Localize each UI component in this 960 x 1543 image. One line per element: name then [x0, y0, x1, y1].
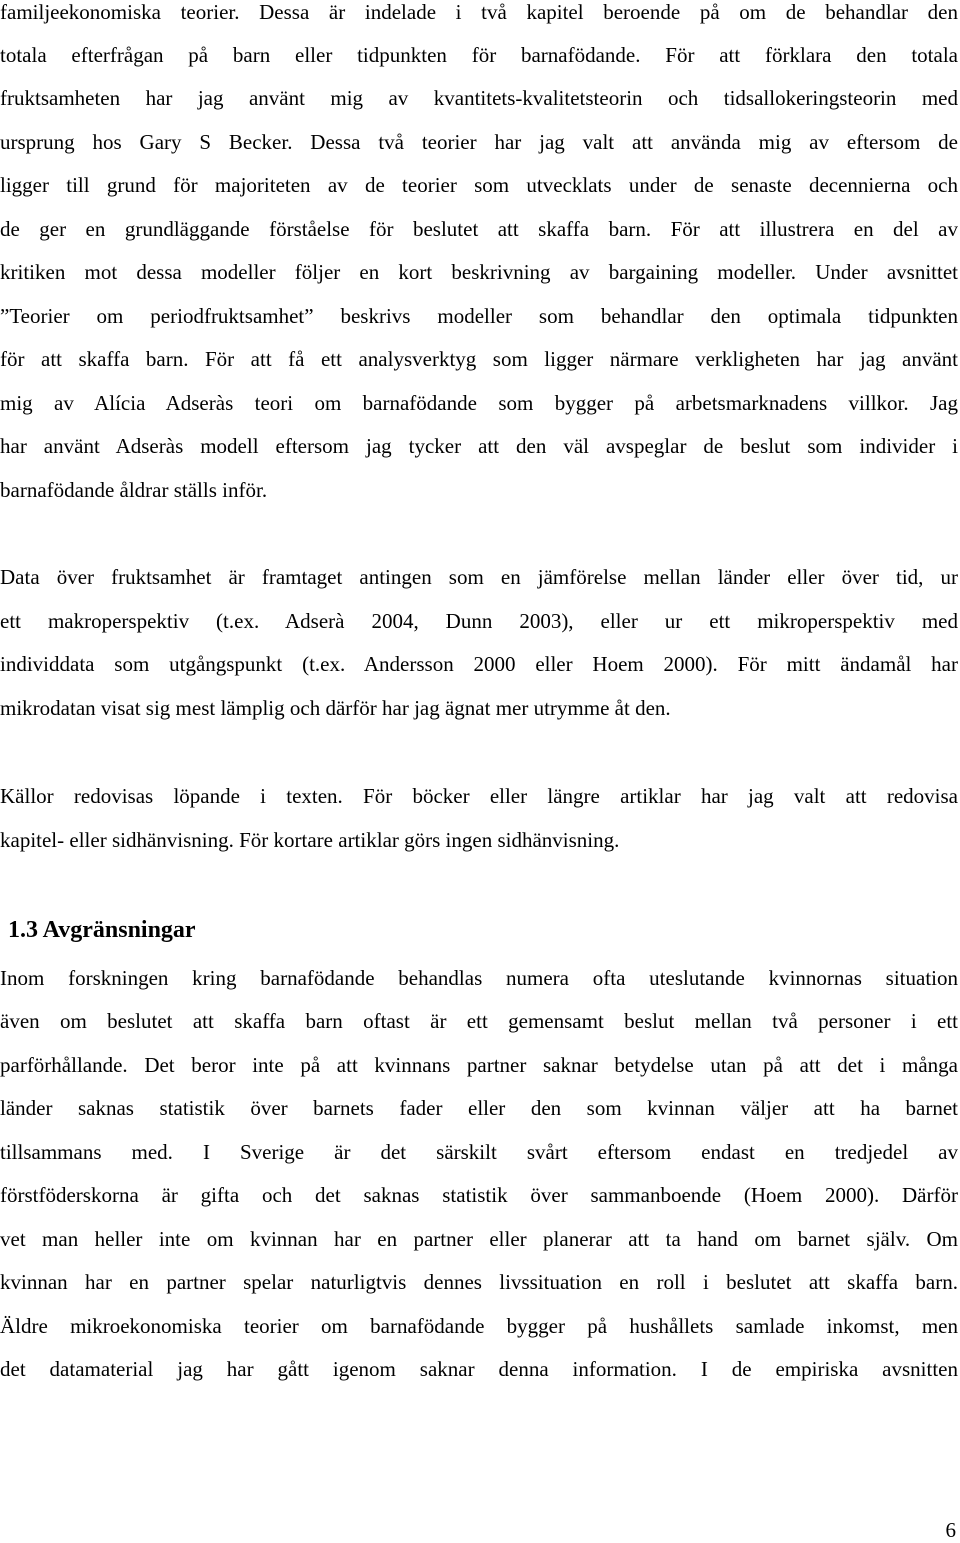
text-line: förstföderskorna är gifta och det saknas statistik över sammanboende (Hoem 2000). Därför — [0, 1183, 958, 1207]
text-line: länder saknas statistik över barnets fader eller den som kvinnan väljer att ha barnet — [0, 1096, 958, 1120]
text-line: ett makroperspektiv (t.ex. Adserà 2004, Dunn 2003), eller ur ett mikroperspektiv med — [0, 609, 958, 633]
text-line: för att skaffa barn. För att få ett analysverktyg som ligger närmare verkligheten har jag använt — [0, 347, 958, 371]
text-line: familjeekonomiska teorier. Dessa är indelade i två kapitel beroende på om de behandlar den — [0, 0, 958, 24]
text-line: Data över fruktsamhet är framtaget antingen som en jämförelse mellan länder eller över tid, ur — [0, 565, 958, 589]
text-line: Äldre mikroekonomiska teorier om barnafödande bygger på hushållets samlade inkomst, men — [0, 1314, 958, 1338]
text-line: det datamaterial jag har gått igenom saknar denna information. I de empiriska avsnitten — [0, 1357, 958, 1381]
text-line: Källor redovisas löpande i texten. För böcker eller längre artiklar har jag valt att redovisa — [0, 784, 958, 808]
text-line: totala efterfrågan på barn eller tidpunkten för barnafödande. För att förklara den totala — [0, 43, 958, 67]
text-line: mig av Alícia Adseràs teori om barnafödande som bygger på arbetsmarknadens villkor. Jag — [0, 391, 958, 415]
text-line: individdata som utgångspunkt (t.ex. Andersson 2000 eller Hoem 2000). För mitt ändamål har — [0, 652, 958, 676]
text-line: vet man heller inte om kvinnan har en partner eller planerar att ta hand om barnet själv. Om — [0, 1227, 958, 1251]
page-number: 6 — [945, 1518, 956, 1542]
text-line: kvinnan har en partner spelar naturligtvis dennes livssituation en roll i beslutet att skaffa barn. — [0, 1270, 958, 1294]
text-line: kapitel- eller sidhänvisning. För kortare artiklar görs ingen sidhänvisning. — [0, 828, 620, 852]
text-line: ursprung hos Gary S Becker. Dessa två teorier har jag valt att använda mig av eftersom de — [0, 130, 958, 154]
text-line: kritiken mot dessa modeller följer en kort beskrivning av bargaining modeller. Under avsnittet — [0, 260, 958, 284]
text-line: tillsammans med. I Sverige är det särskilt svårt eftersom endast en tredjedel av — [0, 1140, 958, 1164]
section-heading: 1.3 Avgränsningar — [8, 917, 196, 943]
text-line: ”Teorier om periodfruktsamhet” beskrivs modeller som behandlar den optimala tidpunkten — [0, 304, 958, 328]
text-line: fruktsamheten har jag använt mig av kvantitets-kvalitetsteorin och tidsallokeringsteorin med — [0, 86, 958, 110]
text-line: även om beslutet att skaffa barn oftast är ett gemensamt beslut mellan två personer i ett — [0, 1009, 958, 1033]
text-line: parförhållande. Det beror inte på att kvinnans partner saknar betydelse utan på att det i många — [0, 1053, 958, 1077]
text-line: ligger till grund för majoriteten av de teorier som utvecklats under de senaste decennierna och — [0, 173, 958, 197]
text-line: har använt Adseràs modell eftersom jag tycker att den väl avspeglar de beslut som individer i — [0, 434, 958, 458]
text-line: mikrodatan visat sig mest lämplig och därför har jag ägnat mer utrymme åt den. — [0, 696, 671, 720]
text-line: de ger en grundläggande förståelse för beslutet att skaffa barn. För att illustrera en del av — [0, 217, 958, 241]
text-line: barnafödande åldrar ställs inför. — [0, 478, 268, 502]
text-line: Inom forskningen kring barnafödande behandlas numera ofta uteslutande kvinnornas situation — [0, 966, 958, 990]
